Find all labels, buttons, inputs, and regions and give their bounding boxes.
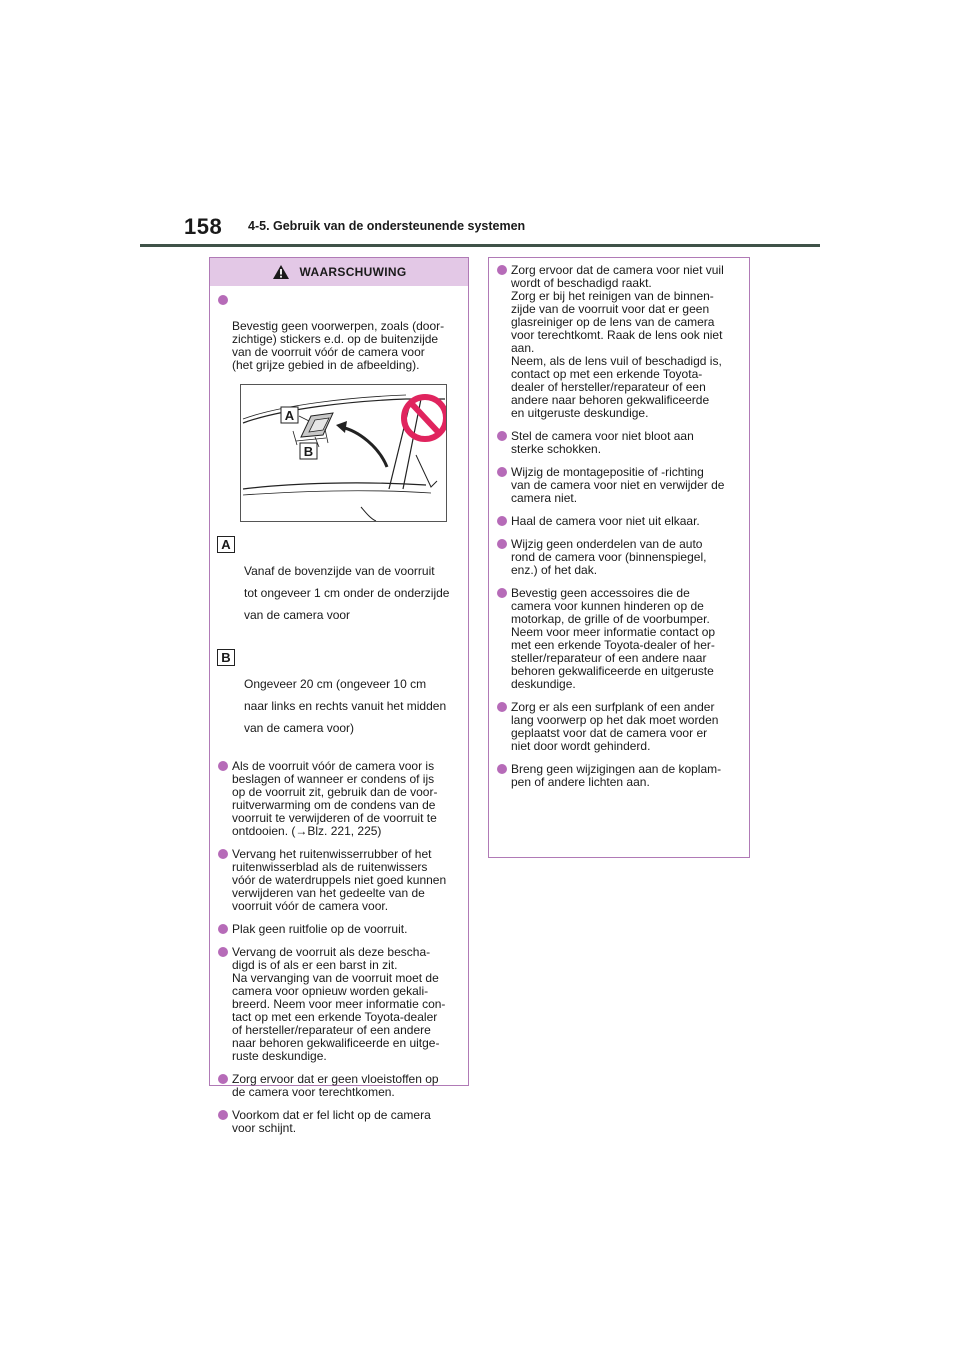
legend-label-b: B — [217, 649, 235, 666]
bullet-icon — [497, 467, 507, 477]
camera-area-figure — [240, 384, 447, 522]
left-content — [210, 286, 468, 1135]
bullet-icon — [497, 588, 507, 598]
legend-text-a: Vanaf de bovenzijde van de voorruit tot ongeveer 1 cm onder de onderzijde van de camera voor — [244, 564, 450, 622]
bullet-icon — [218, 295, 228, 305]
legend-text-b: Ongeveer 20 cm (ongeveer 10 cm naar links en rechts vanuit het midden van de camera voor) — [244, 677, 447, 735]
bullet-icon — [497, 764, 507, 774]
bullet-icon — [218, 761, 228, 771]
warning-header — [210, 258, 468, 286]
section-title: 4-5. Gebruik van de ondersteunende systemen — [248, 219, 526, 233]
list-item — [493, 264, 743, 420]
item-text: Breng geen wijzigingen aan de koplam- pen of andere lichten aan. — [511, 762, 722, 789]
item-text: Zorg ervoor dat er geen vloeistoffen op de camera voor terechtkomen. — [232, 1072, 439, 1099]
intro-list — [214, 294, 460, 372]
item-text: Bevestig geen accessoires die de camera voor kunnen hinderen op de motorkap, de grille of de voorbumper. Neem voor meer informatie contact op met een erkende Toyota-dealer of her- steller/reparateur of een andere naar behoren gekwalificeerde en uitgeruste deskundige. — [511, 586, 716, 691]
bullet-icon — [497, 539, 507, 549]
list-item — [493, 587, 743, 691]
warning-box-right — [488, 257, 750, 858]
item-text: Als de voorruit vóór de camera voor is beslagen of wanneer er condens of ijs op de voorruit zit, gebruik dan de voor- ruitverwarming om de condens van de voorruit te verwijderen of de voorruit te ontdooien. (→Blz. 221, 225) — [232, 759, 438, 838]
list-item — [214, 760, 460, 838]
bullet-icon — [497, 516, 507, 526]
bullet-icon — [218, 947, 228, 957]
list-item — [493, 763, 743, 789]
list-item — [493, 701, 743, 753]
bullet-icon — [218, 849, 228, 859]
bullet-icon — [497, 265, 507, 275]
item-text: Wijzig geen onderdelen van de auto rond de camera voor (binnenspiegel, enz.) of het dak. — [511, 537, 707, 577]
item-text: Stel de camera voor niet bloot aan sterke schokken. — [511, 429, 694, 456]
item-text: Voorkom dat er fel licht op de camera voor schijnt. — [232, 1108, 431, 1135]
bullet-icon — [497, 702, 507, 712]
list-item — [214, 1073, 460, 1099]
page-number: 158 — [184, 214, 223, 239]
item-text: Wijzig de montagepositie of -richting van de camera voor niet en verwijder de camera niet. — [511, 465, 725, 505]
list-item — [493, 430, 743, 456]
legend-row-b — [214, 647, 460, 752]
item-text: Plak geen ruitfolie op de voorruit. — [232, 922, 408, 936]
figure-label-a: A — [284, 408, 295, 423]
warning-title: WAARSCHUWING — [299, 265, 407, 279]
left-list — [214, 760, 460, 1135]
windshield-illustration — [241, 385, 446, 521]
warning-box-left — [209, 257, 469, 1135]
list-item — [214, 848, 460, 913]
list-item — [214, 294, 460, 372]
list-item — [214, 946, 460, 1063]
item-text: Vervang het ruitenwisserrubber of het ruitenwisserblad als de ruitenwissers vóór de waterdruppels niet goed kunnen verwijderen van het gedeelte van de voorruit vóór de camera voor. — [232, 847, 447, 913]
item-text: Bevestig geen voorwerpen, zoals (door- zichtige) stickers e.d. op de buitenzijde van de voorruit vóór de camera voor (het grijze gebied in de afbeelding). — [232, 319, 445, 372]
legend-label-a: A — [217, 536, 235, 553]
item-text: Haal de camera voor niet uit elkaar. — [511, 514, 700, 528]
list-item — [214, 923, 460, 936]
right-content — [489, 258, 749, 789]
list-item — [214, 1109, 460, 1135]
header-rule — [140, 244, 820, 247]
item-text: Zorg ervoor dat de camera voor niet vuil wordt of beschadigd raakt. Zorg er bij het reinigen van de binnen- zijde van de voorruit voor dat er geen glasreiniger op de lens van de camera voor terechtkomt. Raak de lens ook niet aan. Neem, als de lens vuil of beschadigd is, contact op met een erkende Toyota- dealer of hersteller/reparateur of een andere naar behoren gekwalificeerde en uitgeruste deskundige. — [511, 263, 724, 420]
warning-triangle-icon — [272, 264, 290, 280]
list-item — [493, 466, 743, 505]
list-item — [493, 515, 743, 528]
bullet-icon — [218, 1074, 228, 1084]
list-item — [493, 538, 743, 577]
figure-label-b: B — [303, 444, 314, 459]
bullet-icon — [497, 431, 507, 441]
bullet-icon — [218, 924, 228, 934]
legend-row-a — [214, 534, 460, 639]
item-text: Vervang de voorruit als deze bescha- digd is of als er een barst in zit. Na vervanging van de voorruit moet de camera voor opnieuw worden gekali- breerd. Neem voor meer informatie con- tact op met een erkende Toyota-dealer of hersteller/reparateur of een andere naar behoren gekwalificeerde en uitge- ruste deskundige. — [232, 945, 446, 1063]
item-text: Zorg er als een surfplank of een ander lang voorwerp op het dak moet worden geplaatst voor dat de camera voor er niet door wordt gehinderd. — [511, 700, 719, 753]
right-list — [493, 264, 743, 789]
figure-legend — [214, 534, 460, 752]
bullet-icon — [218, 1110, 228, 1120]
